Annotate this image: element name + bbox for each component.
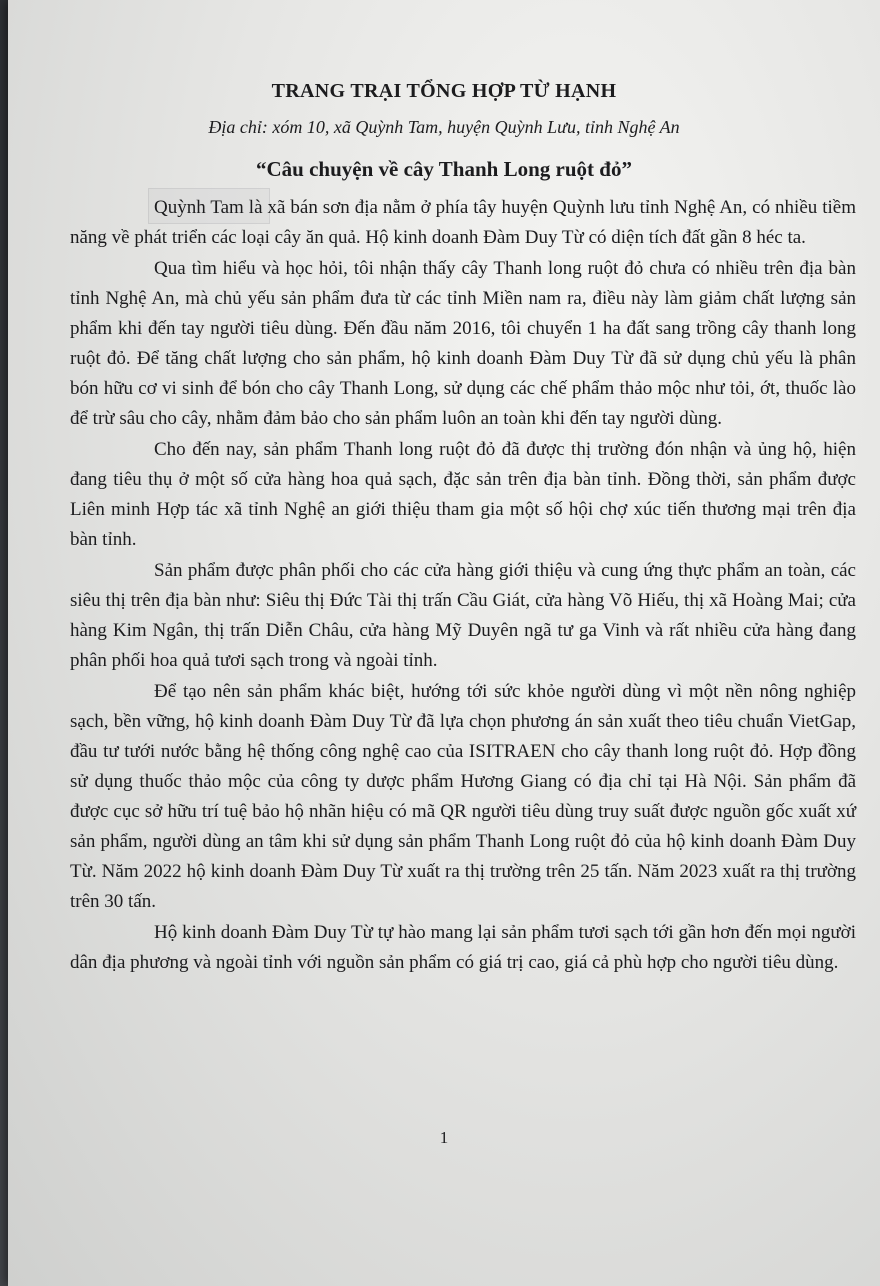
document-page	[8, 0, 880, 1286]
paragraph: Để tạo nên sản phẩm khác biệt, hướng tới sức khỏe người dùng vì một nền nông nghiệp sạch, bền vững, hộ kinh doanh Đàm Duy Từ đã lựa chọn phương án sản xuất theo tiêu chuẩn VietGap, đầu tư tưới nước bằng hệ thống công nghệ cao của ISITRAEN cho cây thanh long ruột đỏ. Hợp đồng sử dụng thuốc thảo mộc của công ty dược phẩm Hương Giang có địa chỉ tại Hà Nội. Sản phẩm đã được cục sở hữu trí tuệ bảo hộ nhãn hiệu có mã QR người tiêu dùng truy suất được nguồn gốc xuất xứ sản phẩm, người dùng an tâm khi sử dụng sản phẩm Thanh Long ruột đỏ của hộ kinh doanh Đàm Duy Từ. Năm 2022 hộ kinh doanh Đàm Duy Từ xuất ra thị trường trên 25 tấn. Năm 2023 xuất ra thị trường trên 30 tấn.	[70, 681, 856, 912]
paragraph: Quỳnh Tam là xã bán sơn địa nằm ở phía tây huyện Quỳnh lưu tỉnh Nghệ An, có nhiều tiềm năng về phát triển các loại cây ăn quả. Hộ kinh doanh Đàm Duy Từ có diện tích đất gần 8 héc ta.	[70, 197, 856, 248]
story-title: “Câu chuyện về cây Thanh Long ruột đỏ”	[256, 157, 632, 181]
paragraph: Sản phẩm được phân phối cho các cửa hàng giới thiệu và cung ứng thực phẩm an toàn, các siêu thị trên địa bàn như: Siêu thị Đức Tài thị trấn Cầu Giát, cửa hàng Võ Hiếu, thị xã Hoàng Mai; cửa hàng Kim Ngân, thị trấn Diễn Châu, cửa hàng Mỹ Duyên ngã tư ga Vinh và rất nhiều cửa hàng đang phân phối hoa quả tươi sạch trong và ngoài tỉnh.	[70, 560, 856, 671]
paragraph: Cho đến nay, sản phẩm Thanh long ruột đỏ đã được thị trường đón nhận và ủng hộ, hiện đang tiêu thụ ở một số cửa hàng hoa quả sạch, đặc sản trên địa bàn tỉnh. Đồng thời, sản phẩm được Liên minh Hợp tác xã tỉnh Nghệ an giới thiệu tham gia một số hội chợ xúc tiến thương mại trên địa bàn tỉnh.	[70, 439, 856, 550]
document-body	[70, 193, 856, 979]
farm-address: Địa chỉ: xóm 10, xã Quỳnh Tam, huyện Quỳnh Lưu, tỉnh Nghệ An	[208, 117, 680, 137]
page-number: 1	[439, 1128, 449, 1147]
paragraph: Qua tìm hiểu và học hỏi, tôi nhận thấy cây Thanh long ruột đỏ chưa có nhiều trên địa bàn tỉnh Nghệ An, mà chủ yếu sản phẩm đưa từ các tỉnh Miền nam ra, điều này làm giảm chất lượng sản phẩm khi đến tay người tiêu dùng. Đến đầu năm 2016, tôi chuyển 1 ha đất sang trồng cây thanh long ruột đỏ. Để tăng chất lượng cho sản phẩm, hộ kinh doanh Đàm Duy Từ đã sử dụng chủ yếu là phân bón hữu cơ vi sinh để bón cho cây Thanh Long, sử dụng các chế phẩm thảo mộc như tỏi, ớt, thuốc lào để trừ sâu cho cây, nhằm đảm bảo cho sản phẩm luôn an toàn khi đến tay người dùng.	[70, 258, 856, 429]
document-title: TRANG TRẠI TỔNG HỢP TỪ HẠNH	[271, 80, 617, 102]
paragraph: Hộ kinh doanh Đàm Duy Từ tự hào mang lại sản phẩm tươi sạch tới gần hơn đến mọi người dân địa phương và ngoài tỉnh với nguồn sản phẩm có giá trị cao, giá cả phù hợp cho người tiêu dùng.	[70, 922, 856, 973]
